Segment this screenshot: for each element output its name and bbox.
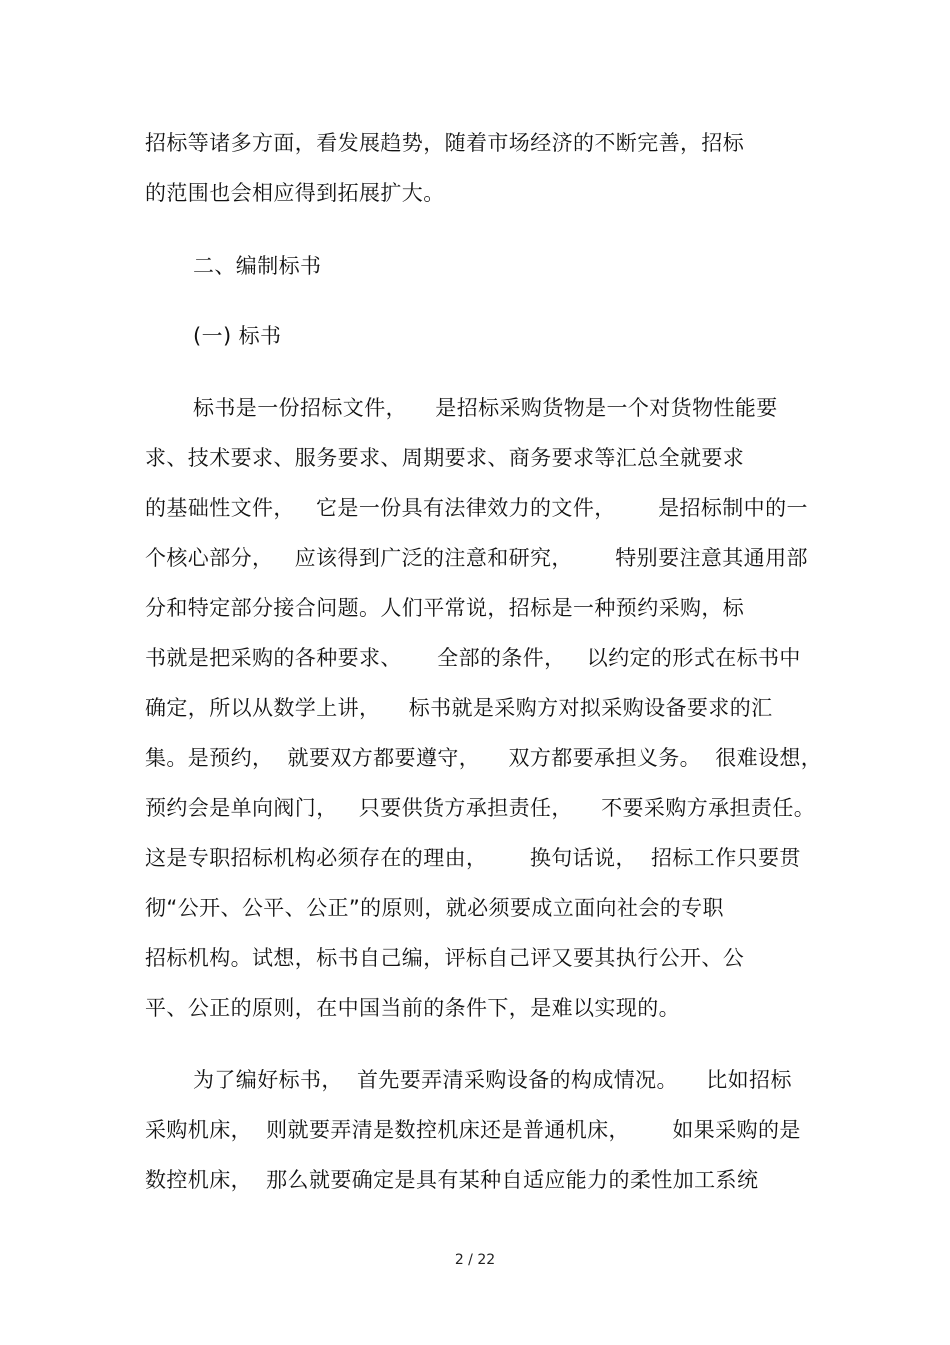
subsection-heading: (一) 标书 [193,324,282,348]
text-line: 这是专职招标机构必须存在的理由， 换句话说， 招标工作只要贯 [145,846,801,870]
page-number: 2 / 22 [454,1252,496,1268]
text-line: 个核心部分， 应该得到广泛的注意和研究， 特别要注意其通用部 [145,546,808,570]
section-heading: 二、编制标书 [193,254,322,278]
text-line: 集。是预约， 就要双方都要遵守， 双方都要承担义务。 很难设想， [145,746,823,770]
text-line: 分和特定部分接合问题。人们平常说，招标是一种预约采购，标 [145,596,745,620]
text-line: 平、公正的原则，在中国当前的条件下，是难以实现的。 [145,996,680,1020]
text-line: 的范围也会相应得到拓展扩大。 [145,181,445,205]
text-line: 确定，所以从数学上讲， 标书就是采购方对拟采购设备要求的汇 [145,696,773,720]
text-line: 彻“公开、公平、公正”的原则，就必须要成立面向社会的专职 [145,896,724,920]
text-line: 求、技术要求、服务要求、周期要求、商务要求等汇总全就要求 [145,446,745,470]
text-line: 数控机床， 那么就要确定是具有某种自适应能力的柔性加工系统 [145,1168,759,1192]
text-line: 书就是把采购的各种要求、 全部的条件， 以约定的形式在标书中 [145,646,801,670]
text-line: 采购机床， 则就要弄清是数控机床还是普通机床， 如果采购的是 [145,1118,801,1142]
text-line: 招标机构。试想，标书自己编，评标自己评又要其执行公开、公 [145,946,745,970]
text-line: 为了编好标书， 首先要弄清采购设备的构成情况。 比如招标 [193,1068,792,1092]
text-line: 标书是一份招标文件， 是招标采购货物是一个对货物性能要 [193,396,778,420]
text-line: 预约会是单向阀门， 只要供货方承担责任， 不要采购方承担责任。 [145,796,816,820]
text-line: 的基础性文件， 它是一份具有法律效力的文件， 是招标制中的一 [145,496,808,520]
text-line: 招标等诸多方面，看发展趋势，随着市场经济的不断完善，招标 [145,131,745,155]
